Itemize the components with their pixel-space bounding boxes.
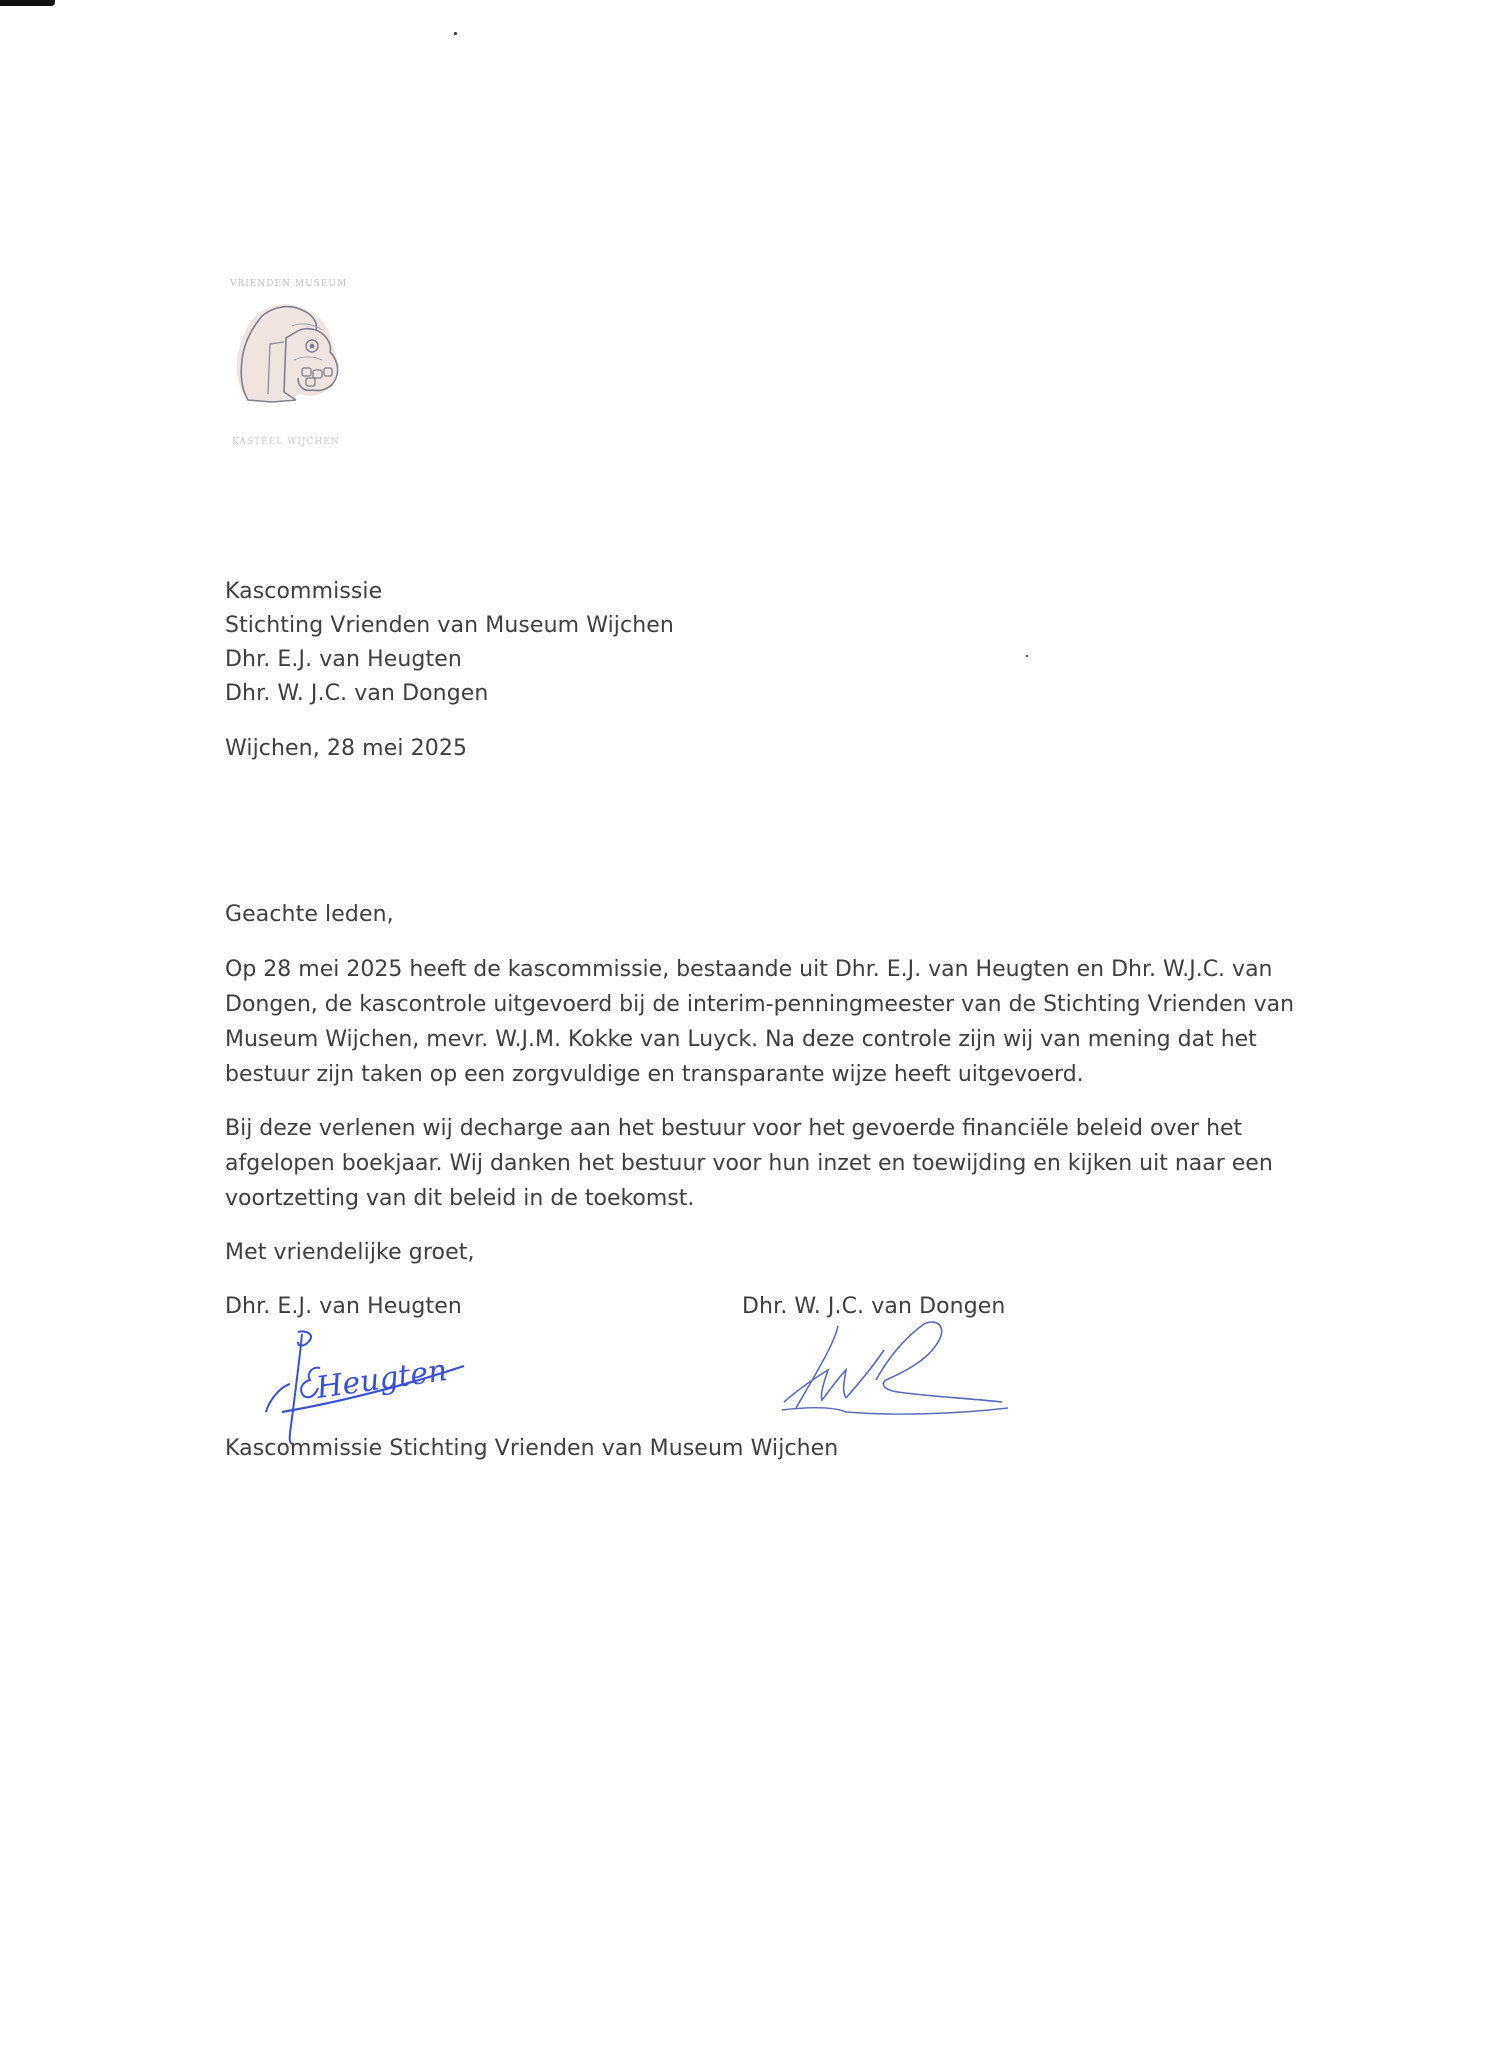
signatory-right-name: Dhr. W. J.C. van Dongen [742,1294,1006,1319]
svg-text:KASTEEL WIJCHEN: KASTEEL WIJCHEN [232,437,340,447]
recipient-line-member-1: Dhr. E.J. van Heugten [225,647,462,672]
body-paragraph-2 [225,1111,1295,1216]
recipient-line-committee: Kascommissie [225,579,383,604]
paragraph-line: voortzetting van dit beleid in de toekomst. [225,1186,695,1211]
svg-text:VRIENDEN MUSEUM: VRIENDEN MUSEUM [230,279,348,289]
paragraph-line: Dongen, de kascontrole uitgevoerd bij de interim-penningmeester van de Stichting Vrienden van [225,992,1295,1017]
closing-greeting: Met vriendelijke groet, [225,1240,475,1265]
body-paragraph-1 [225,952,1295,1092]
salutation: Geachte leden, [225,902,394,927]
scan-speck [1026,655,1028,657]
signature-left [262,1326,482,1446]
paragraph-line: Museum Wijchen, mevr. W.J.M. Kokke van Luyck. Na deze controle zijn wij van mening dat het [225,1027,1257,1052]
paragraph-line: afgelopen boekjaar. Wij danken het bestuur voor hun inzet en toewijding en kijken uit naar een [225,1151,1273,1176]
paragraph-line: Op 28 mei 2025 heeft de kascommissie, bestaande uit Dhr. E.J. van Heugten en Dhr. W.J.C. van [225,957,1273,982]
scan-edge-mark [0,0,55,6]
paragraph-line: Bij deze verlenen wij decharge aan het bestuur voor het gevoerde financiële beleid over het [225,1116,1243,1141]
signature-right [776,1310,1016,1430]
scan-speck [454,32,457,35]
paragraph-line: bestuur zijn taken op een zorgvuldige en transparante wijze heeft uitgevoerd. [225,1062,1084,1087]
signatory-left-name: Dhr. E.J. van Heugten [225,1294,462,1319]
letter-date: Wijchen, 28 mei 2025 [225,736,468,761]
museum-logo-icon [222,272,362,452]
footer-committee-line: Kascommissie Stichting Vrienden van Museum Wijchen [225,1436,839,1461]
signature-left-text: Heugten [314,1352,450,1406]
recipient-line-member-2: Dhr. W. J.C. van Dongen [225,681,489,706]
recipient-line-foundation: Stichting Vrienden van Museum Wijchen [225,613,674,638]
